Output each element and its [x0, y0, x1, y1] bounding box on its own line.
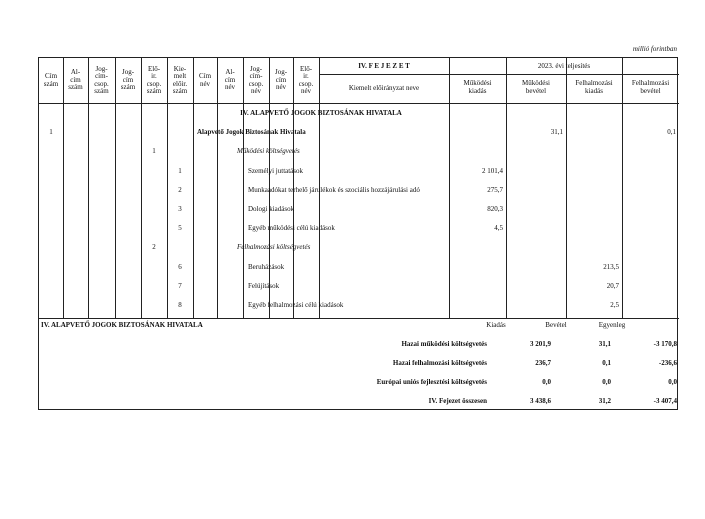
summary-bevetel: 0,0 — [602, 378, 611, 386]
summary-kiadas: 3 201,9 — [530, 340, 551, 348]
row-eloir-szam: 1 — [152, 147, 156, 155]
row-value-mk: 820,3 — [487, 205, 503, 213]
row-name: Felújítások — [248, 282, 280, 290]
row-value-fk: 213,5 — [603, 263, 619, 271]
row-value-fb: 0,1 — [667, 128, 676, 136]
row-name: Alapvető Jogok Biztosának Hivatala — [197, 128, 306, 136]
row-name: Dologi kiadások — [248, 205, 295, 213]
row-value-mk: 2 101,4 — [482, 167, 503, 175]
row-value-mk: 275,7 — [487, 186, 503, 194]
header-col-5: Elő- ir. csop. szám — [146, 64, 162, 95]
summary-bevetel: 31,2 — [598, 397, 611, 405]
header-col-10: Jog- cím név — [274, 68, 288, 92]
summary-egyenleg: -3 170,8 — [653, 340, 677, 348]
header-col-6: Kie- melt előir. szám — [172, 64, 188, 95]
row-value-mb: 31,1 — [550, 128, 563, 136]
summary-col-header: Bevétel — [545, 321, 567, 329]
header-col-1: Cím szám — [43, 72, 59, 88]
header-col-9: Jog- cím- csop. név — [248, 64, 264, 95]
summary-egyenleg: -3 407,4 — [653, 397, 677, 405]
row-name: Működési költségvetés — [237, 147, 300, 155]
header-col-4: Jog- cím szám — [120, 68, 136, 92]
header-col-11: Elő- ir. csop. név — [298, 64, 314, 95]
header-num-col-3: Felhalmozási kiadás — [575, 79, 613, 95]
summary-bevetel: 31,1 — [598, 340, 611, 348]
summary-egyenleg: -236,6 — [658, 359, 677, 367]
header-num-col-4: Felhalmozási bevétel — [631, 79, 670, 95]
summary-kiadas: 0,0 — [542, 378, 551, 386]
row-name: Munkaadókat terhelő járulékok és szociális hozzájárulási adó — [248, 186, 420, 194]
header-col-2: Al- cím szám — [68, 68, 83, 92]
row-kiemelt-szam: 5 — [178, 224, 182, 232]
row-value-mk: 4,5 — [494, 224, 503, 232]
header-col-7: Cím név — [198, 72, 212, 88]
row-eloir-szam: 2 — [152, 243, 156, 251]
summary-col-header: Kiadás — [486, 321, 506, 329]
summary-title: IV. ALAPVETŐ JOGOK BIZTOSÁNAK HIVATALA — [41, 321, 203, 329]
row-name: Felhalmozási költségvetés — [237, 243, 311, 251]
header-num-col-1: Működési kiadás — [463, 79, 492, 95]
header-num-col-2: Működési bevétel — [522, 79, 550, 95]
header-col-8: Al- cím név — [224, 68, 236, 92]
summary-kiadas: 3 438,6 — [530, 397, 551, 405]
summary-row-label: Hazai működési költségvetés — [401, 340, 487, 348]
row-kiemelt-szam: 2 — [178, 186, 182, 194]
row-cim-szam: 1 — [49, 128, 53, 136]
row-kiemelt-szam: 8 — [178, 301, 182, 309]
summary-egyenleg: 0,0 — [668, 378, 677, 386]
summary-bevetel: 0,1 — [602, 359, 611, 367]
header-col-3: Jog- cím- csop. szám — [94, 64, 109, 95]
row-value-fk: 20,7 — [606, 282, 619, 290]
summary-kiadas: 236,7 — [535, 359, 551, 367]
summary-col-header: Egyenleg — [598, 321, 626, 329]
row-value-fk: 2,5 — [610, 301, 619, 309]
summary-row-label: Európai uniós fejlesztési költségvetés — [376, 378, 487, 386]
row-name: Beruházások — [248, 263, 285, 271]
row-kiemelt-szam: 1 — [178, 167, 182, 175]
budget-table — [38, 57, 678, 410]
unit-label: millió forintban — [632, 45, 677, 53]
fejezet-header: IV. F E J E Z E T — [358, 62, 410, 70]
row-kiemelt-szam: 3 — [178, 205, 182, 213]
section-title: IV. ALAPVETŐ JOGOK BIZTOSÁNAK HIVATALA — [240, 109, 402, 117]
summary-row-label: IV. Fejezet összesen — [428, 397, 487, 405]
row-name: Egyéb felhalmozási célú kiadások — [248, 301, 344, 309]
row-kiemelt-szam: 6 — [178, 263, 182, 271]
summary-row-label: Hazai felhalmozási költségvetés — [392, 359, 487, 367]
teljesites-header: 2023. évi teljesítés — [537, 62, 591, 70]
kiemelt-nev-header: Kiemelt előirányzat neve — [348, 84, 420, 92]
row-name: Személyi juttatások — [248, 167, 304, 175]
row-name: Egyéb működési célú kiadások — [248, 224, 335, 232]
row-kiemelt-szam: 7 — [178, 282, 182, 290]
